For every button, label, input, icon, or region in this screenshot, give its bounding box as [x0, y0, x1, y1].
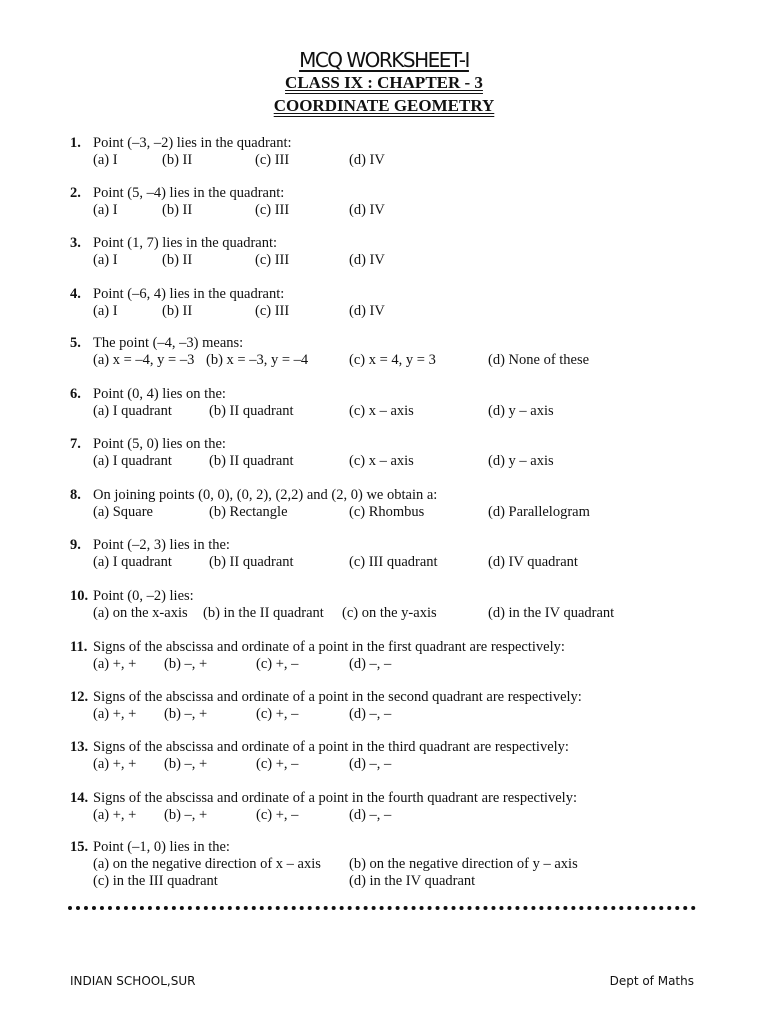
option-d[interactable]: (d) IV [349, 303, 385, 319]
dotted-divider [68, 906, 696, 914]
question-text: Signs of the abscissa and ordinate of a point in the third quadrant are respectively: [93, 739, 569, 755]
question-number: 8. [70, 487, 81, 503]
option-d[interactable]: (d) IV quadrant [488, 554, 578, 570]
option-b[interactable]: (b) –, + [164, 807, 208, 823]
question-number: 5. [70, 335, 81, 351]
option-b[interactable]: (b) II [162, 152, 193, 168]
option-a[interactable]: (a) I quadrant [93, 554, 172, 570]
option-c[interactable]: (c) III [255, 202, 290, 218]
question-number: 10. [70, 588, 89, 604]
option-c[interactable]: (c) on the y-axis [342, 605, 437, 621]
option-d[interactable]: (d) IV [349, 252, 385, 268]
option-c[interactable]: (c) III [255, 303, 290, 319]
option-c[interactable]: (c) x – axis [349, 453, 414, 469]
option-b[interactable]: (b) x = –3, y = –4 [206, 352, 309, 368]
question-number: 7. [70, 436, 81, 452]
footer-school-name: INDIAN SCHOOL,SUR [70, 974, 196, 988]
option-b[interactable]: (b) in the II quadrant [203, 605, 324, 621]
question-text: Point (0, –2) lies: [93, 588, 194, 604]
question-text: Point (–6, 4) lies in the quadrant: [93, 286, 285, 302]
question-number: 3. [70, 235, 81, 251]
option-a[interactable]: (a) on the negative direction of x – axis [93, 856, 321, 872]
option-a[interactable]: (a) +, + [93, 656, 137, 672]
option-c[interactable]: (c) +, – [256, 656, 299, 672]
chapter-heading: COORDINATE GEOMETRY [273, 96, 495, 115]
question-text: On joining points (0, 0), (0, 2), (2,2) and (2, 0) we obtain a: [93, 487, 438, 503]
option-d[interactable]: (d) in the IV quadrant [488, 605, 615, 621]
question-number: 15. [70, 839, 89, 855]
question-number: 1. [70, 135, 81, 151]
option-c[interactable]: (c) +, – [256, 807, 299, 823]
option-b[interactable]: (b) II [162, 202, 193, 218]
option-a[interactable]: (a) I [93, 252, 118, 268]
question-text: Point (5, –4) lies in the quadrant: [93, 185, 285, 201]
option-d[interactable]: (d) in the IV quadrant [349, 873, 476, 889]
option-d[interactable]: (d) IV [349, 202, 385, 218]
option-a[interactable]: (a) on the x-axis [93, 605, 188, 621]
option-b[interactable]: (b) Rectangle [209, 504, 288, 520]
option-b[interactable]: (b) –, + [164, 756, 208, 772]
option-c[interactable]: (c) III quadrant [349, 554, 438, 570]
option-b[interactable]: (b) II [162, 303, 193, 319]
question-number: 13. [70, 739, 89, 755]
option-d[interactable]: (d) –, – [349, 807, 392, 823]
class-heading: CLASS IX : CHAPTER - 3 [285, 73, 483, 92]
option-a[interactable]: (a) Square [93, 504, 153, 520]
option-c[interactable]: (c) III [255, 152, 290, 168]
option-d[interactable]: (d) –, – [349, 706, 392, 722]
question-number: 6. [70, 386, 81, 402]
option-d[interactable]: (d) –, – [349, 756, 392, 772]
option-c[interactable]: (c) Rhombus [349, 504, 425, 520]
option-a[interactable]: (a) I quadrant [93, 453, 172, 469]
option-a[interactable]: (a) I quadrant [93, 403, 172, 419]
option-b[interactable]: (b) –, + [164, 706, 208, 722]
option-a[interactable]: (a) +, + [93, 706, 137, 722]
question-number: 14. [70, 790, 89, 806]
option-a[interactable]: (a) +, + [93, 756, 137, 772]
option-b[interactable]: (b) II [162, 252, 193, 268]
option-b[interactable]: (b) II quadrant [209, 453, 294, 469]
option-c[interactable]: (c) x – axis [349, 403, 414, 419]
option-a[interactable]: (a) I [93, 152, 118, 168]
option-d[interactable]: (d) IV [349, 152, 385, 168]
option-d[interactable]: (d) y – axis [488, 403, 554, 419]
option-c[interactable]: (c) III [255, 252, 290, 268]
question-text: Point (0, 4) lies on the: [93, 386, 226, 402]
question-number: 2. [70, 185, 81, 201]
option-d[interactable]: (d) –, – [349, 656, 392, 672]
question-text: Signs of the abscissa and ordinate of a point in the fourth quadrant are respectively: [93, 790, 577, 806]
option-c[interactable]: (c) in the III quadrant [93, 873, 218, 889]
question-text: Point (1, 7) lies in the quadrant: [93, 235, 278, 251]
option-a[interactable]: (a) I [93, 202, 118, 218]
option-a[interactable]: (a) I [93, 303, 118, 319]
question-text: Signs of the abscissa and ordinate of a point in the first quadrant are respectively: [93, 639, 565, 655]
option-a[interactable]: (a) x = –4, y = –3 [93, 352, 195, 368]
footer-department: Dept of Maths [609, 974, 694, 988]
question-text: Point (–1, 0) lies in the: [93, 839, 230, 855]
option-b[interactable]: (b) on the negative direction of y – axis [349, 856, 578, 872]
option-b[interactable]: (b) II quadrant [209, 403, 294, 419]
option-d[interactable]: (d) Parallelogram [488, 504, 590, 520]
question-text: Signs of the abscissa and ordinate of a point in the second quadrant are respectively: [93, 689, 582, 705]
option-b[interactable]: (b) –, + [164, 656, 208, 672]
question-text: The point (–4, –3) means: [93, 335, 244, 351]
question-number: 12. [70, 689, 89, 705]
option-c[interactable]: (c) +, – [256, 756, 299, 772]
option-d[interactable]: (d) y – axis [488, 453, 554, 469]
question-text: Point (–3, –2) lies in the quadrant: [93, 135, 292, 151]
question-number: 9. [70, 537, 81, 553]
option-d[interactable]: (d) None of these [488, 352, 590, 368]
option-c[interactable]: (c) +, – [256, 706, 299, 722]
option-c[interactable]: (c) x = 4, y = 3 [349, 352, 436, 368]
question-text: Point (5, 0) lies on the: [93, 436, 226, 452]
worksheet-title: MCQ WORKSHEET-I [299, 48, 469, 72]
option-a[interactable]: (a) +, + [93, 807, 137, 823]
question-number: 11. [70, 639, 88, 655]
question-text: Point (–2, 3) lies in the: [93, 537, 230, 553]
question-number: 4. [70, 286, 81, 302]
option-b[interactable]: (b) II quadrant [209, 554, 294, 570]
